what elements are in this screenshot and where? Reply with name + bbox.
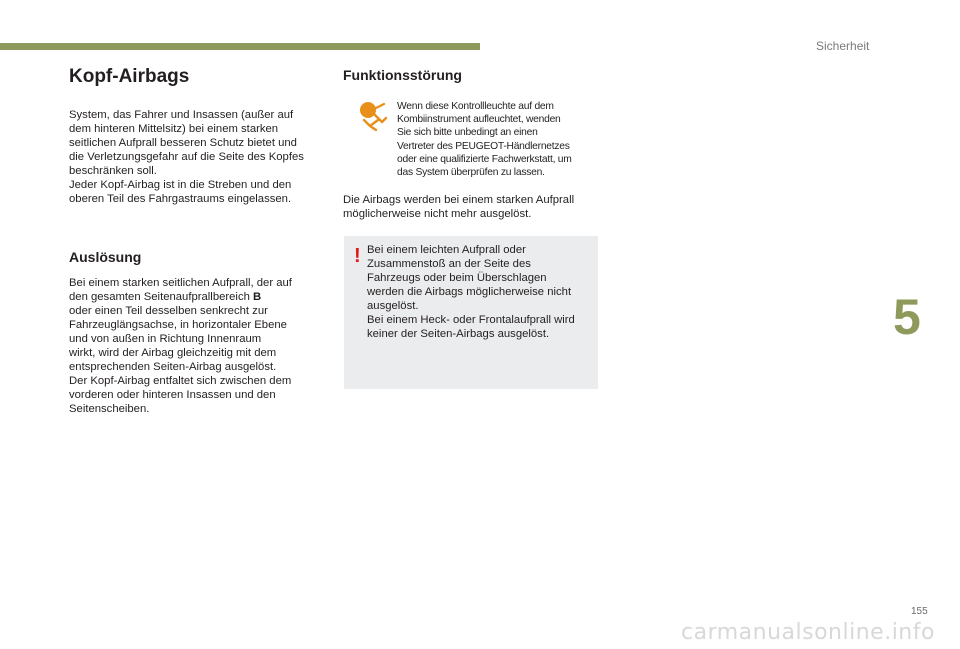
page-number: 155 [911,606,928,617]
header-accent-bar [0,43,480,50]
malfunction-section [343,67,601,83]
kopf-airbags-section [69,60,331,206]
intro-paragraph: System, das Fahrer und Insassen (außer auf dem hinteren Mittelsitz) bei einem starken seitlichen Aufprall besseren Schutz bietet und die Verletzungsgefahr auf die Seite des Kopfes beschränken soll. Jeder Kopf-Airbag ist in die Streben und den oberen Teil des Fahrgastraums eingelassen. [69,109,304,205]
caution-note-box [344,236,598,389]
airbag-status-text: Die Airbags werden bei einem starken Aufprall möglicherweise nicht mehr ausgelöst. [343,194,575,220]
section-label: Sicherheit [816,39,870,53]
exclamation-icon: ! [354,245,361,267]
trigger-text-end: oder einen Teil desselben senkrecht zur Fahrzeuglängsachse, in horizontaler Ebene und von außen in Richtung Innenraum wirkt, wird der Airbag gleichzeitig mit dem entsprechenden Seiten-Airbag ausgelöst. Der Kopf-Airbag entfaltet sich zwischen dem vorderen oder hinteren Insassen und den Seitenscheiben. [69,305,292,415]
malfunction-title: Funktionsstörung [343,67,462,83]
section-title: Kopf-Airbags [69,66,190,87]
trigger-text-start: Bei einem starken seitlichen Aufprall, der auf den gesamten Seitenaufprallbereich [69,277,292,303]
trigger-paragraph [69,276,331,416]
warning-light-text: Wenn diese Kontrollleuchte auf dem Kombiinstrument aufleuchtet, wenden Sie sich bitte unbedingt an einen Vertreter des PEUGEOT-Händlernetzes oder eine qualifizierte Fachwerkstatt, um das System überprüfen zu lassen. [397,101,572,179]
warning-light-row [343,100,601,182]
zone-label: B [253,291,262,303]
chapter-number: 5 [893,289,921,345]
watermark: carmanualsonline.info [681,620,935,645]
trigger-title: Auslösung [69,249,142,265]
trigger-section [69,249,331,416]
caution-note-text: Bei einem leichten Aufprall oder Zusammenstoß an der Seite des Fahrzeugs oder beim Überschlagen werden die Airbags möglicherweise nicht ausgelöst. Bei einem Heck- oder Frontalaufprall wird keiner der Seiten-Airbags ausgelöst. [367,244,575,340]
airbag-warning-light-icon [356,100,390,132]
